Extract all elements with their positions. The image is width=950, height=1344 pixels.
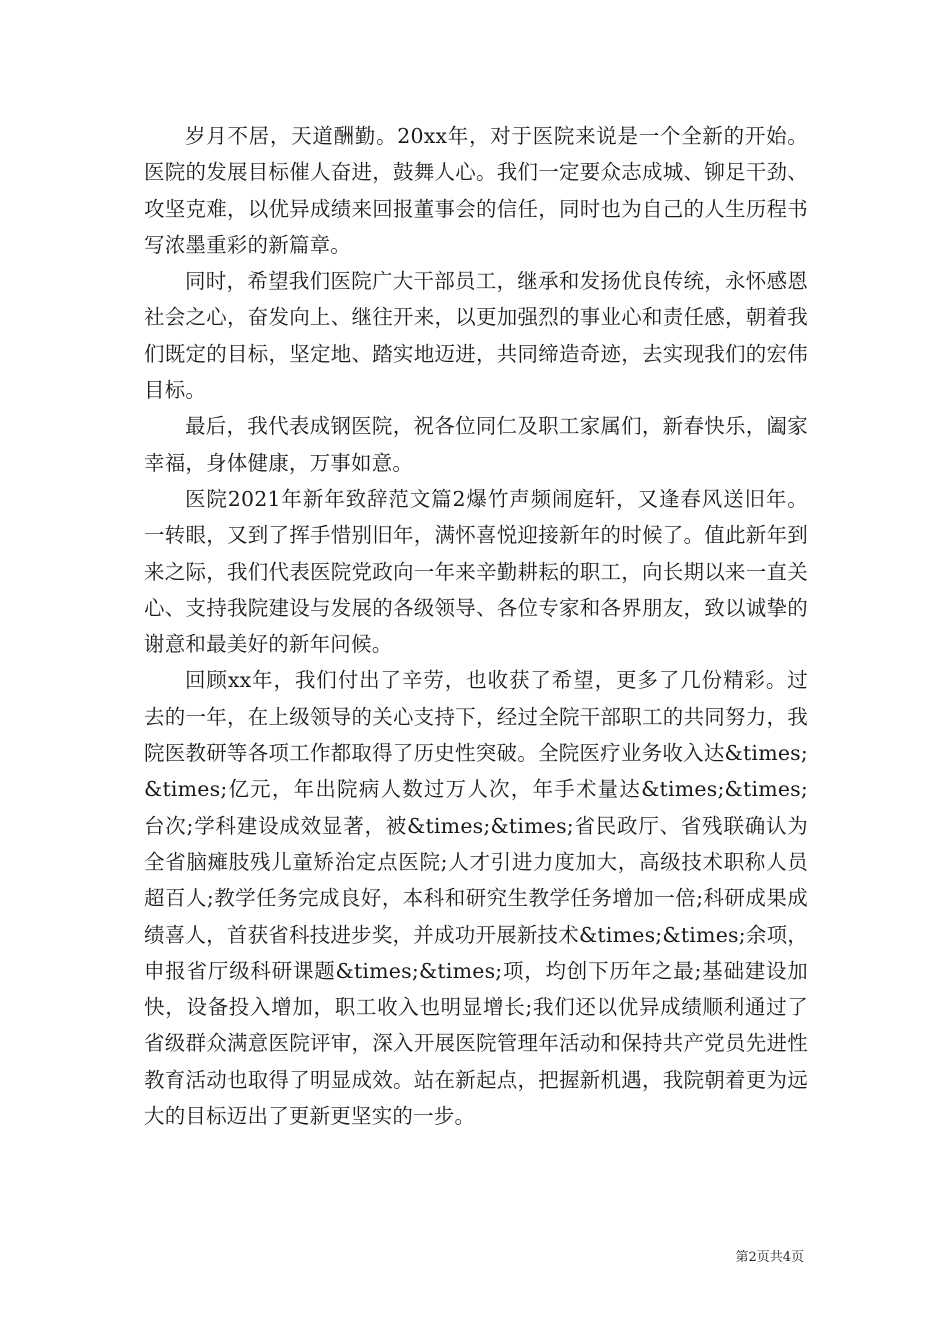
- document-body: [144, 118, 808, 1134]
- paragraph-3: 最后，我代表成钢医院，祝各位同仁及职工家属们，新春快乐，阖家幸福，身体健康，万事如意。: [144, 414, 808, 475]
- paragraph-1: 岁月不居，天道酬勤。20xx年，对于医院来说是一个全新的开始。医院的发展目标催人奋进，鼓舞人心。我们一定要众志成城、铆足干劲、攻坚克难，以优异成绩来回报董事会的信任，同时也为自己的人生历程书写浓墨重彩的新篇章。: [144, 124, 808, 257]
- page-number-footer: 第2页共4页: [735, 1250, 804, 1265]
- paragraph-4: 医院2021年新年致辞范文篇2爆竹声频闹庭轩，又逢春风送旧年。一转眼，又到了挥手惜别旧年，满怀喜悦迎接新年的时候了。值此新年到来之际，我们代表医院党政向一年来辛勤耕耘的职工，向长期以来一直关心、支持我院建设与发展的各级领导、各位专家和各界朋友，致以诚挚的谢意和最美好的新年问候。: [144, 486, 808, 657]
- paragraph-5: 回顾xx年，我们付出了辛劳，也收获了希望，更多了几份精彩。过去的一年，在上级领导的关心支持下，经过全院干部职工的共同努力，我院医教研等各项工作都取得了历史性突破。全院医疗业务收入达&times;&times;亿元，年出院病人数过万人次，年手术量达&times;&times;台次;学科建设成效显著，被&times;&times;省民政厅、省残联确认为全省脑瘫肢残儿童矫治定点医院;人才引进力度加大，高级技术职称人员超百人;教学任务完成良好，本科和研究生教学任务增加一倍;科研成果成绩喜人，首获省科技进步奖，并成功开展新技术&times;&times;余项，申报省厅级科研课题&times;&times;项，均创下历年之最;基础建设加快，设备投入增加，职工收入也明显增长;我们还以优异成绩顺利通过了省级群众满意医院评审，深入开展医院管理年活动和保持共产党员先进性教育活动也取得了明显成效。站在新起点，把握新机遇，我院朝着更为远大的目标迈出了更新更坚实的一步。: [144, 668, 808, 1129]
- paragraph-2: 同时，希望我们医院广大干部员工，继承和发扬优良传统，永怀感恩社会之心，奋发向上、继往开来，以更加强烈的事业心和责任感，朝着我们既定的目标，坚定地、踏实地迈进，共同缔造奇迹，去实现我们的宏伟目标。: [144, 269, 808, 403]
